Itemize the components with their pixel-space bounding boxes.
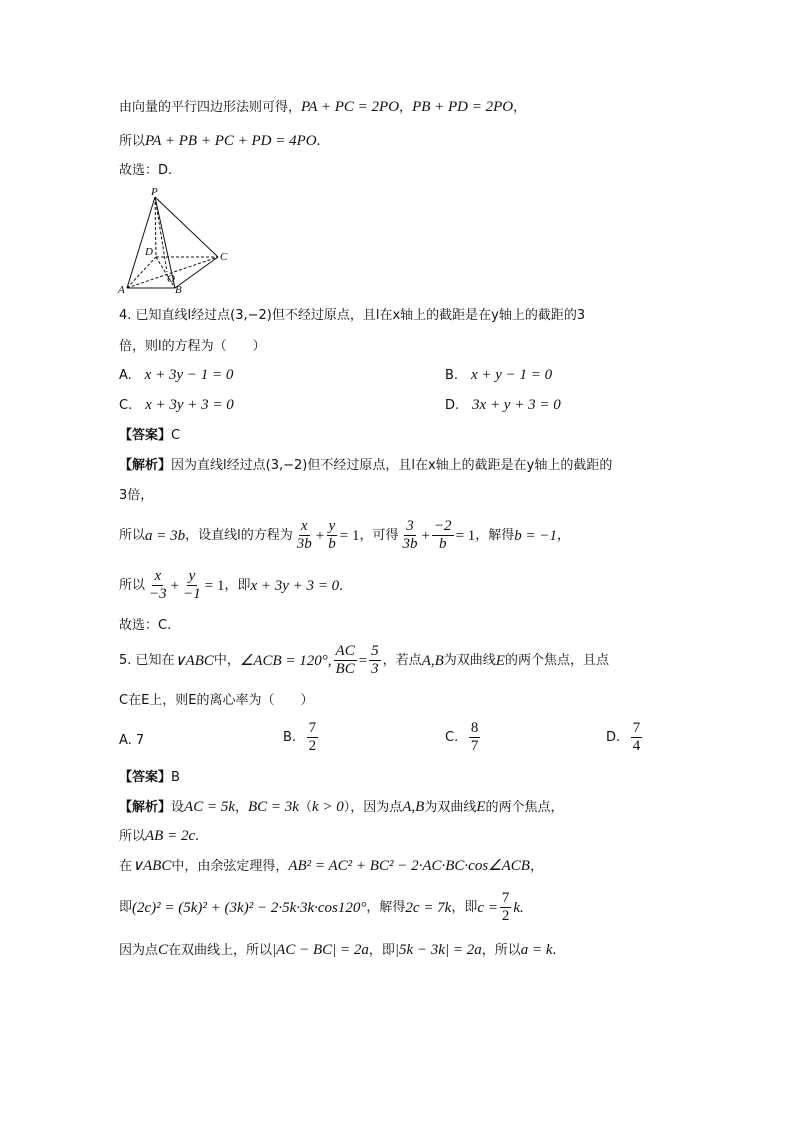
frac-den: −1 bbox=[183, 586, 201, 602]
q4-answer bbox=[119, 425, 180, 446]
q4-option-D bbox=[445, 395, 561, 416]
frac-num: 7 bbox=[501, 890, 510, 906]
sol3-answer-text: 故选：D. bbox=[119, 163, 173, 178]
q5-a2-end: . bbox=[195, 828, 199, 844]
fraction-x-over-neg3 bbox=[147, 568, 169, 603]
frac-den: 7 bbox=[470, 738, 479, 754]
q4-analysis-text2: 3倍， bbox=[119, 488, 154, 503]
frac-den: 3 bbox=[371, 661, 379, 677]
fraction-7-over-2 bbox=[307, 720, 319, 755]
q5-a5-C: C bbox=[158, 942, 169, 958]
q5-a1-AB: A,B bbox=[402, 799, 425, 815]
q4-analysis-line4 bbox=[119, 568, 343, 603]
q4-answer-value: C bbox=[171, 428, 181, 443]
q5-a3-end: ， bbox=[529, 859, 543, 874]
q4-option-B bbox=[445, 365, 552, 386]
edge-PC bbox=[155, 197, 218, 257]
q4-l4-text: ，即 bbox=[224, 577, 251, 593]
q5-analysis-line1 bbox=[119, 797, 564, 818]
plus-sign: + bbox=[315, 527, 325, 544]
q5-option-B bbox=[283, 720, 320, 755]
sol3-sep: ， bbox=[399, 100, 413, 115]
frac-den: 2 bbox=[501, 908, 510, 924]
q5-a4-t2: ，解得 bbox=[366, 899, 406, 915]
sol3-line1-end: ， bbox=[513, 100, 527, 115]
q4-option-A-text: x + 3y − 1 = 0 bbox=[144, 367, 234, 383]
q4-l4-prefix: 所以 bbox=[119, 577, 146, 593]
q5-option-B-letter: B. bbox=[283, 729, 297, 745]
fraction-7-over-4 bbox=[631, 720, 643, 755]
q5-analysis-line4 bbox=[119, 890, 524, 925]
frac-num: x bbox=[154, 568, 162, 584]
q4-l3-prefix: 所以 bbox=[119, 527, 146, 543]
q5-stem-text2: C在E上，则E的离心率为（ ） bbox=[119, 693, 314, 708]
angle-ACB: ∠ACB = 120°, bbox=[239, 652, 332, 669]
q4-option-B-text: x + y − 1 = 0 bbox=[470, 367, 553, 383]
sol3-line2 bbox=[119, 131, 320, 152]
q4-l4-end: . bbox=[339, 577, 343, 594]
edge-PD bbox=[155, 197, 156, 257]
equals-one: = 1 bbox=[339, 527, 360, 544]
q5-option-C bbox=[445, 720, 482, 755]
q5-stem-line2 bbox=[119, 690, 314, 711]
label-O: O bbox=[167, 273, 175, 285]
q5-a5-t4: ，所以 bbox=[481, 943, 521, 958]
q5-option-C-letter: C. bbox=[445, 729, 459, 745]
label-D: D bbox=[145, 246, 153, 258]
q5-a1-AC: AC = 5k bbox=[184, 799, 235, 815]
frac-num: 7 bbox=[632, 720, 641, 736]
q5-l1-text: 中， bbox=[213, 652, 240, 668]
label-C: C bbox=[220, 251, 228, 263]
q5-answer-value: B bbox=[171, 770, 180, 785]
q5-a1-E: E bbox=[476, 799, 486, 815]
triangle-ABC: ∨ABC bbox=[174, 652, 214, 669]
q4-l4-result: x + 3y + 3 = 0 bbox=[250, 577, 340, 594]
frac-den: 3b bbox=[296, 536, 312, 552]
q5-a4-t1: 即 bbox=[119, 899, 133, 915]
q5-a4-k: k. bbox=[513, 899, 524, 916]
q5-a2-eq: AB = 2c bbox=[145, 828, 196, 844]
q4-analysis-tag: 【解析】 bbox=[119, 458, 172, 473]
q5-analysis-line2 bbox=[119, 826, 199, 847]
q4-conclusion bbox=[119, 615, 171, 636]
q5-a5-abs2: |5k − 3k| = 2a bbox=[394, 942, 482, 958]
label-B: B bbox=[175, 284, 182, 295]
fraction-7-over-2-k bbox=[500, 890, 512, 925]
q4-stem-line1 bbox=[119, 305, 585, 326]
frac-num: x bbox=[300, 518, 308, 534]
q5-l1-text4: 的两个焦点，且点 bbox=[504, 652, 609, 668]
q5-a4-2c: 2c = 7k bbox=[405, 899, 452, 916]
q5-option-A-text: A. 7 bbox=[119, 733, 145, 748]
vector-equation-1: PA + PC = 2PO bbox=[301, 99, 400, 115]
q5-a4-equation: (2c)² = (5k)² + (3k)² − 2·5k·3k·cos120° bbox=[132, 899, 367, 916]
q5-a3-t1: 在 bbox=[119, 859, 133, 874]
q5-a1-t5: 为双曲线 bbox=[424, 800, 477, 815]
q5-a1-BC: BC = 3k bbox=[248, 799, 299, 815]
frac-den: 3b bbox=[402, 536, 418, 552]
fraction-neg2-over-b bbox=[432, 518, 454, 553]
q4-analysis-line3 bbox=[119, 518, 570, 553]
frac-num: 8 bbox=[470, 720, 479, 736]
q4-stem-line2 bbox=[119, 336, 266, 357]
q5-a1-t1: 设 bbox=[171, 800, 185, 815]
fraction-8-over-7 bbox=[469, 720, 481, 755]
fraction-x-over-3b bbox=[295, 518, 314, 553]
q4-option-A bbox=[119, 365, 233, 386]
plus-sign: + bbox=[421, 527, 430, 544]
fraction-AC-over-BC bbox=[334, 643, 357, 678]
q4-conclusion-text: 故选：C. bbox=[119, 618, 172, 633]
q4-analysis-line1 bbox=[119, 455, 612, 476]
vector-sum-equation: PA + PB + PC + PD = 4PO bbox=[145, 133, 317, 149]
sol3-line2-end: . bbox=[316, 133, 321, 149]
frac-num: 3 bbox=[406, 518, 414, 534]
q4-analysis-line2 bbox=[119, 485, 153, 506]
pyramid-figure bbox=[115, 185, 235, 295]
edge-PA bbox=[127, 197, 155, 288]
vector-equation-2: PB + PD = 2PO bbox=[412, 99, 514, 115]
law-of-cosines: AB² = AC² + BC² − 2·AC·BC·cos∠ACB bbox=[288, 858, 530, 874]
q5-a1-t4: ），因为点 bbox=[343, 800, 403, 815]
frac-den: BC bbox=[335, 661, 355, 677]
equals-one: = 1 bbox=[455, 527, 476, 544]
q5-l1-text3: 为双曲线 bbox=[443, 652, 496, 668]
q4-option-C-text: x + 3y + 3 = 0 bbox=[145, 397, 234, 413]
q5-a5-t3: ，即 bbox=[368, 943, 395, 958]
q5-a1-t6: 的两个焦点， bbox=[485, 800, 564, 815]
fraction-5-over-3 bbox=[369, 643, 381, 678]
q5-a5-end: . bbox=[552, 942, 557, 958]
q4-l3-text2: ，可得 bbox=[359, 527, 399, 543]
fraction-3-over-3b bbox=[400, 518, 419, 553]
q5-analysis-line5 bbox=[119, 940, 556, 961]
frac-num: y bbox=[188, 568, 196, 584]
q5-a4-c-eq: c = bbox=[477, 899, 498, 916]
q5-l1-text2: ，若点 bbox=[382, 652, 422, 668]
fraction-y-over-b bbox=[326, 518, 338, 553]
frac-den: 4 bbox=[632, 738, 641, 754]
q4-l3-result: b = −1 bbox=[514, 527, 558, 544]
q5-option-D-letter: D. bbox=[606, 729, 621, 745]
q5-analysis-tag: 【解析】 bbox=[119, 800, 172, 815]
q5-option-D bbox=[606, 720, 644, 755]
q5-answer bbox=[119, 767, 180, 788]
hyperbola-E: E bbox=[495, 652, 505, 669]
q5-a1-t2: ， bbox=[234, 800, 248, 815]
q5-a3-tri: ∨ABC bbox=[132, 858, 172, 874]
q4-option-A-letter: A. bbox=[119, 368, 132, 383]
q5-a1-k: k > 0 bbox=[311, 799, 344, 815]
q5-a4-t3: ，即 bbox=[451, 899, 478, 915]
edge-PO bbox=[155, 197, 167, 272]
equals-one: = 1 bbox=[204, 577, 225, 594]
label-P: P bbox=[151, 186, 158, 198]
q4-option-D-letter: D. bbox=[445, 398, 460, 413]
plus-sign: + bbox=[170, 577, 180, 594]
sol3-line1 bbox=[119, 97, 526, 118]
q4-option-B-letter: B. bbox=[445, 368, 459, 383]
frac-num: −2 bbox=[433, 518, 452, 534]
q5-a3-t2: 中，由余弦定理得， bbox=[171, 859, 289, 874]
q4-stem-text1: 4. 已知直线l经过点(3,−2)但不经过原点，且l在x轴上的截距是在y轴上的截距的3 bbox=[119, 308, 586, 323]
frac-num: 7 bbox=[308, 720, 317, 736]
q5-a5-result: a = k bbox=[520, 942, 553, 958]
frac-den: b bbox=[439, 536, 447, 552]
frac-den: 2 bbox=[308, 738, 317, 754]
q4-l3-text: ，设直线l的方程为 bbox=[185, 527, 293, 543]
q5-analysis-line3 bbox=[119, 856, 543, 877]
q5-a2-t1: 所以 bbox=[119, 829, 146, 844]
sol3-line1-text: 由向量的平行四边形法则可得， bbox=[119, 100, 302, 115]
q4-answer-tag: 【答案】 bbox=[119, 428, 172, 443]
frac-den: −3 bbox=[149, 586, 167, 602]
q4-l3-end: ， bbox=[557, 527, 571, 543]
q4-l3-relation: a = 3b bbox=[145, 527, 186, 544]
frac-num: y bbox=[328, 518, 336, 534]
fraction-y-over-neg1 bbox=[181, 568, 203, 603]
q5-a1-t3: （ bbox=[298, 800, 312, 815]
q4-option-C bbox=[119, 395, 234, 416]
q4-option-C-letter: C. bbox=[119, 398, 133, 413]
q4-l3-text3: ，解得 bbox=[475, 527, 515, 543]
frac-num: 5 bbox=[371, 643, 379, 659]
q4-option-D-text: 3x + y + 3 = 0 bbox=[472, 397, 561, 413]
q5-a5-abs1: |AC − BC| = 2a bbox=[272, 942, 369, 958]
q5-a5-t1: 因为点 bbox=[119, 943, 159, 958]
sol3-answer bbox=[119, 160, 172, 181]
points-AB: A,B bbox=[421, 652, 444, 669]
sol3-line2-prefix: 所以 bbox=[119, 134, 146, 149]
label-A: A bbox=[118, 284, 125, 295]
q5-answer-tag: 【答案】 bbox=[119, 770, 172, 785]
equals-sign: = bbox=[358, 652, 368, 669]
q4-analysis-text1: 因为直线l经过点(3,−2)但不经过原点，且l在x轴上的截距是在y轴上的截距的 bbox=[171, 458, 613, 473]
q4-stem-text2: 倍，则l的方程为（ ） bbox=[119, 339, 266, 354]
q5-option-A bbox=[119, 730, 144, 751]
q5-l1-prefix: 5. 已知在 bbox=[119, 652, 175, 668]
frac-num: AC bbox=[335, 643, 355, 659]
q5-a5-t2: 在双曲线上，所以 bbox=[168, 943, 273, 958]
q5-stem-line1 bbox=[119, 643, 609, 678]
frac-den: b bbox=[328, 536, 336, 552]
